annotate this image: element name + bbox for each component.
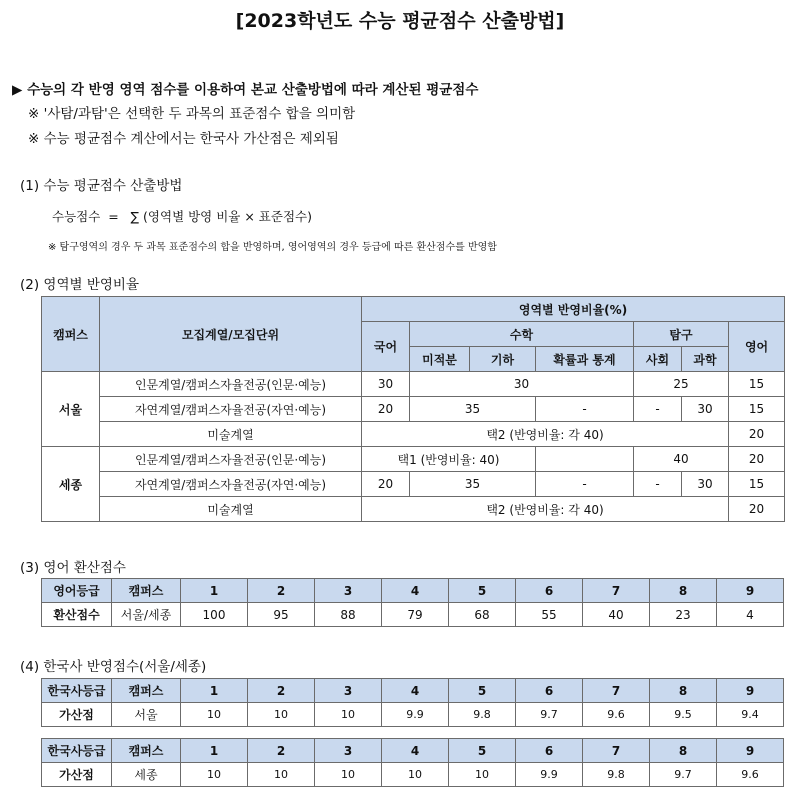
grade-cell: 2 [248, 679, 315, 703]
english-score-table [41, 578, 784, 627]
table-row [42, 472, 785, 497]
score-cell: 10 [181, 703, 248, 727]
ratio-cell: 30 [682, 472, 729, 497]
ratio-cell: 20 [729, 497, 785, 522]
table-row [42, 397, 785, 422]
intro-bullet-text: 수능의 각 반영 영역 점수를 이용하여 본교 산출방법에 따라 계산된 평균점수 [27, 82, 479, 98]
score-cell: 9.4 [717, 703, 784, 727]
header-social: 사회 [634, 347, 682, 372]
header-math: 수학 [410, 322, 634, 347]
ratio-cell: 15 [729, 472, 785, 497]
section1-heading: (1) 수능 평균점수 산출방법 [20, 178, 183, 194]
grade-cell: 1 [181, 739, 248, 763]
grade-cell: 4 [382, 579, 449, 603]
header-english: 영어 [729, 322, 785, 372]
header-geom: 기하 [470, 347, 536, 372]
ratio-cell: 택2 (반영비율: 각 40) [362, 497, 729, 522]
score-cell: 88 [315, 603, 382, 627]
table-row [42, 739, 784, 763]
page-title: [2023학년도 수능 평균점수 산출방법] [235, 10, 565, 32]
score-cell: 23 [650, 603, 717, 627]
score-cell: 9.8 [449, 703, 516, 727]
ratio-cell: - [634, 397, 682, 422]
grade-cell: 9 [717, 739, 784, 763]
ratio-cell: 15 [729, 397, 785, 422]
table-row [42, 763, 784, 787]
table-row [42, 679, 784, 703]
grade-cell: 2 [248, 579, 315, 603]
row-label: 가산점 [42, 763, 112, 787]
table-row [42, 372, 785, 397]
ratio-cell: 택1 (반영비율: 40) [362, 447, 536, 472]
ratio-table [41, 296, 785, 522]
ratio-cell: - [536, 397, 634, 422]
row-campus: 서울 [112, 703, 181, 727]
score-cell: 79 [382, 603, 449, 627]
row-campus: 세종 [112, 763, 181, 787]
section2-heading: (2) 영역별 반영비율 [20, 277, 139, 293]
grade-cell: 4 [382, 679, 449, 703]
score-cell: 9.7 [650, 763, 717, 787]
ratio-cell [536, 447, 634, 472]
header-prob: 확률과 통계 [536, 347, 634, 372]
ratio-cell: 25 [634, 372, 729, 397]
header-history-grade: 한국사등급 [42, 739, 112, 763]
ratio-cell: - [634, 472, 682, 497]
unit-cell: 자연계열/캠퍼스자율전공(자연·예능) [100, 397, 362, 422]
section1-footnote: ※ 탐구영역의 경우 두 과목 표준점수의 합을 반영하며, 영어영역의 경우 등급에 따른 환산점수를 반영함 [48, 242, 497, 253]
campus-sejong: 세종 [42, 447, 100, 522]
score-cell: 4 [717, 603, 784, 627]
table-row [42, 579, 784, 603]
formula: 수능점수 = ∑ (영역별 방영 비율 × 표준점수) [52, 209, 312, 224]
grade-cell: 8 [650, 679, 717, 703]
ratio-cell: 20 [362, 472, 410, 497]
score-cell: 9.8 [583, 763, 650, 787]
table-row [42, 497, 785, 522]
table-row [42, 703, 784, 727]
grade-cell: 5 [449, 739, 516, 763]
unit-cell: 인문계열/캠퍼스자율전공(인문·예능) [100, 447, 362, 472]
grade-cell: 5 [449, 579, 516, 603]
grade-cell: 8 [650, 739, 717, 763]
grade-cell: 6 [516, 579, 583, 603]
grade-cell: 2 [248, 739, 315, 763]
intro-note-1: ※ '사탐/과탐'은 선택한 두 과목의 표준점수 합을 의미함 [28, 106, 356, 122]
ratio-cell: 택2 (반영비율: 각 40) [362, 422, 729, 447]
score-cell: 10 [181, 763, 248, 787]
grade-cell: 6 [516, 739, 583, 763]
row-label: 가산점 [42, 703, 112, 727]
ratio-cell: 30 [682, 397, 729, 422]
score-cell: 9.5 [650, 703, 717, 727]
score-cell: 10 [315, 763, 382, 787]
intro-bullet [12, 78, 478, 98]
header-english-grade: 영어등급 [42, 579, 112, 603]
grade-cell: 1 [181, 579, 248, 603]
header-inquiry: 탐구 [634, 322, 729, 347]
campus-seoul: 서울 [42, 372, 100, 447]
header-campus: 캠퍼스 [112, 679, 181, 703]
score-cell: 9.6 [583, 703, 650, 727]
ratio-cell: 35 [410, 472, 536, 497]
score-cell: 95 [248, 603, 315, 627]
table-row [42, 603, 784, 627]
score-cell: 10 [449, 763, 516, 787]
header-korean: 국어 [362, 322, 410, 372]
score-cell: 55 [516, 603, 583, 627]
header-calc: 미적분 [410, 347, 470, 372]
ratio-cell: 30 [362, 372, 410, 397]
header-unit: 모집계열/모집단위 [100, 297, 362, 372]
triangle-bullet-icon: ▶ [12, 82, 23, 98]
score-cell: 9.6 [717, 763, 784, 787]
ratio-cell: 20 [729, 422, 785, 447]
ratio-cell: 20 [729, 447, 785, 472]
ratio-cell: 30 [410, 372, 634, 397]
ratio-cell: 40 [634, 447, 729, 472]
history-score-table-sejong [41, 738, 784, 787]
grade-cell: 3 [315, 579, 382, 603]
header-campus: 캠퍼스 [42, 297, 100, 372]
grade-cell: 9 [717, 579, 784, 603]
score-cell: 9.9 [516, 763, 583, 787]
score-cell: 10 [315, 703, 382, 727]
grade-cell: 4 [382, 739, 449, 763]
score-cell: 10 [248, 763, 315, 787]
row-label: 환산점수 [42, 603, 112, 627]
score-cell: 10 [248, 703, 315, 727]
score-cell: 40 [583, 603, 650, 627]
grade-cell: 1 [181, 679, 248, 703]
section4-heading: (4) 한국사 반영점수(서울/세종) [20, 659, 207, 675]
grade-cell: 9 [717, 679, 784, 703]
ratio-cell: 20 [362, 397, 410, 422]
header-science: 과학 [682, 347, 729, 372]
intro-note-2: ※ 수능 평균점수 계산에서는 한국사 가산점은 제외됨 [28, 131, 339, 147]
grade-cell: 3 [315, 679, 382, 703]
header-history-grade: 한국사등급 [42, 679, 112, 703]
unit-cell: 인문계열/캠퍼스자율전공(인문·예능) [100, 372, 362, 397]
grade-cell: 7 [583, 579, 650, 603]
table-row [42, 447, 785, 472]
ratio-cell: - [536, 472, 634, 497]
row-campus: 서울/세종 [112, 603, 181, 627]
ratio-cell: 15 [729, 372, 785, 397]
grade-cell: 6 [516, 679, 583, 703]
score-cell: 68 [449, 603, 516, 627]
unit-cell: 자연계열/캠퍼스자율전공(자연·예능) [100, 472, 362, 497]
score-cell: 9.7 [516, 703, 583, 727]
score-cell: 100 [181, 603, 248, 627]
section3-heading: (3) 영어 환산점수 [20, 560, 126, 576]
header-ratio: 영역별 반영비율(%) [362, 297, 785, 322]
history-score-table-seoul [41, 678, 784, 727]
grade-cell: 3 [315, 739, 382, 763]
table-row [42, 422, 785, 447]
grade-cell: 5 [449, 679, 516, 703]
grade-cell: 7 [583, 679, 650, 703]
grade-cell: 8 [650, 579, 717, 603]
unit-cell: 미술계열 [100, 497, 362, 522]
header-campus: 캠퍼스 [112, 739, 181, 763]
score-cell: 9.9 [382, 703, 449, 727]
unit-cell: 미술계열 [100, 422, 362, 447]
header-campus: 캠퍼스 [112, 579, 181, 603]
score-cell: 10 [382, 763, 449, 787]
grade-cell: 7 [583, 739, 650, 763]
ratio-cell: 35 [410, 397, 536, 422]
